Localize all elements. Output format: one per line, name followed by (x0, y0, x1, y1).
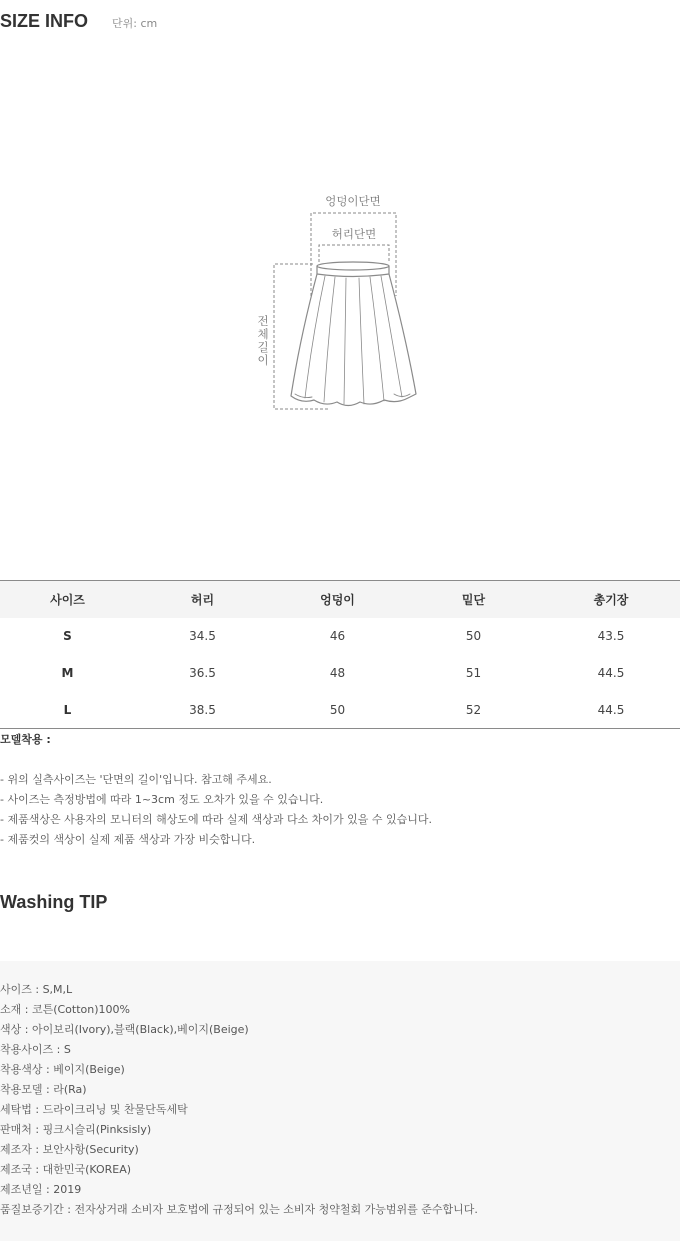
skirt-measurement-diagram (250, 188, 430, 418)
cell-hip: 46 (329, 629, 346, 643)
note-item: - 위의 실측사이즈는 '단면의 길이'입니다. 참고해 주세요. (0, 773, 272, 786)
info-size: 사이즈 : S,M,L (0, 983, 73, 996)
cell-hip: 48 (329, 666, 346, 680)
header-hip: 엉덩이 (270, 581, 405, 618)
table-row (0, 618, 680, 655)
table-row (0, 655, 680, 692)
header-waist: 허리 (135, 581, 270, 618)
info-warranty: 품질보증기간 : 전자상거래 소비자 보호법에 규정되어 있는 소비자 청약철회 가능범위를 준수합니다. (0, 1203, 478, 1216)
note-item: - 제품색상은 사용자의 모니터의 해상도에 따라 실제 색상과 다소 차이가 있을 수 있습니다. (0, 813, 432, 826)
length-label-char-3: 길 (257, 340, 269, 354)
info-year: 제조년일 : 2019 (0, 1183, 82, 1196)
note-item: - 사이즈는 측정방법에 따라 1~3cm 정도 오차가 있을 수 있습니다. (0, 793, 324, 806)
cell-size: M (61, 666, 74, 680)
washing-tip-title: Washing TIP (0, 892, 108, 912)
header-total-length: 총기장 (542, 581, 680, 618)
hip-label: 엉덩이단면 (325, 194, 381, 208)
length-label-char-2: 체 (257, 327, 269, 341)
cell-waist: 38.5 (189, 702, 216, 717)
info-model: 착용모델 : 라(Ra) (0, 1083, 87, 1096)
cell-hem: 51 (465, 666, 482, 680)
cell-waist: 34.5 (189, 629, 216, 643)
info-manufacturer: 제조자 : 보안사항(Security) (0, 1143, 139, 1156)
skirt-outline (291, 262, 416, 406)
product-info-list (0, 980, 478, 1220)
model-wearing-label: 모델착용 : (0, 733, 51, 746)
waist-measure-bracket (319, 245, 389, 262)
cell-hem: 50 (465, 629, 482, 643)
length-label-char-1: 전 (257, 314, 269, 328)
header-size: 사이즈 (0, 581, 135, 618)
info-color: 색상 : 아이보리(Ivory),블랙(Black),베이지(Beige) (0, 1023, 249, 1036)
cell-hem: 52 (465, 702, 482, 717)
size-unit-label: 단위: cm (112, 17, 158, 30)
note-item: - 제품컷의 색상이 실제 제품 색상과 가장 비슷합니다. (0, 833, 256, 846)
header-hem: 밑단 (405, 581, 542, 618)
waist-label: 허리단면 (331, 227, 377, 241)
size-table (0, 580, 680, 729)
size-table-header-row (0, 581, 680, 618)
cell-total-length: 44.5 (597, 702, 625, 717)
cell-size: L (63, 702, 72, 717)
table-row (0, 692, 680, 729)
info-worn-size: 착용사이즈 : S (0, 1043, 71, 1056)
cell-hip: 50 (329, 702, 346, 717)
info-seller: 판매처 : 핑크시슬리(Pinksisly) (0, 1123, 152, 1136)
cell-size: S (63, 629, 72, 643)
info-worn-color: 착용색상 : 베이지(Beige) (0, 1063, 125, 1076)
cell-total-length: 44.5 (597, 666, 625, 680)
length-label-char-4: 이 (257, 353, 269, 367)
info-country: 제조국 : 대한민국(KOREA) (0, 1163, 132, 1176)
size-info-title: SIZE INFO (0, 11, 89, 31)
info-material: 소재 : 코튼(Cotton)100% (0, 1003, 130, 1016)
cell-waist: 36.5 (189, 666, 216, 680)
measurement-notes (0, 770, 432, 850)
cell-total-length: 43.5 (597, 629, 625, 643)
size-info-header (0, 11, 157, 35)
product-info-box (0, 961, 680, 1241)
info-washing: 세탁법 : 드라이크리닝 및 찬물단독세탁 (0, 1103, 188, 1116)
